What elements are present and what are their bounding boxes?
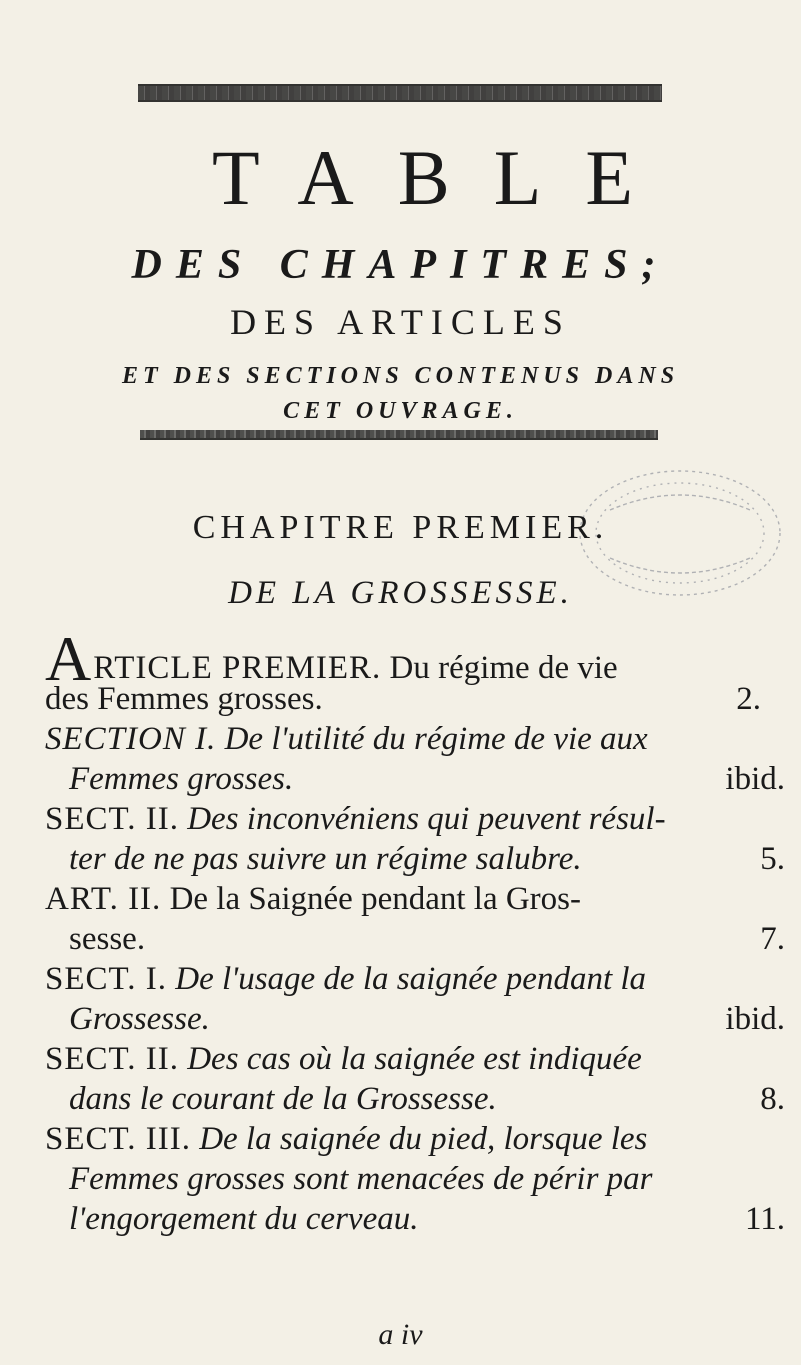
toc-entry-sect-2b — [45, 1040, 761, 1078]
entry-title-cont: Femmes grosses sont menacées de périr par — [69, 1161, 653, 1197]
entry-title: De la saignée du pied, lorsque les — [190, 1121, 648, 1157]
entry-title-cont: sesse. — [69, 921, 146, 957]
entry-label: SECT. III. — [45, 1121, 191, 1157]
page-number: 7. — [760, 921, 785, 957]
section-divider-rule — [140, 430, 658, 440]
entry-title-cont: des Femmes grosses. — [45, 681, 323, 717]
page-number: ibid. — [725, 1001, 785, 1037]
page-number: 2. — [736, 681, 761, 717]
toc-entry-sect-2b-cont — [45, 1080, 785, 1118]
page-number: 11. — [744, 1201, 785, 1237]
toc-entry-article-1-cont — [45, 680, 761, 718]
entry-title-cont: Grossesse. — [69, 1001, 210, 1037]
entry-title: De la Saignée pendant la Gros- — [161, 881, 581, 917]
top-ornamental-rule — [138, 84, 662, 102]
entry-title: Des cas où la saignée est indiquée — [178, 1041, 642, 1077]
toc-entry-article-2-cont — [45, 920, 785, 958]
entry-title: Du régime de vie — [381, 650, 618, 686]
chapter-heading: CHAPITRE PREMIER. — [192, 509, 609, 546]
entry-label: SECT. II. — [45, 801, 179, 837]
toc-entry-section-1 — [45, 720, 761, 758]
title-table: TABLE — [211, 134, 678, 221]
toc-entry-sect-3-cont — [45, 1160, 785, 1198]
title-cet-ouvrage: CET OUVRAGE. — [283, 398, 518, 424]
entry-title-cont: Femmes grosses. — [69, 761, 294, 797]
signature-mark: a iv — [378, 1318, 423, 1351]
drop-cap: A — [45, 623, 92, 694]
page-number: ibid. — [725, 761, 785, 797]
entry-label: SECT. II. — [45, 1041, 179, 1077]
toc-entry-article-2 — [45, 880, 761, 918]
toc-entry-section-1-cont — [45, 760, 785, 798]
toc-entry-sect-2-cont — [45, 840, 785, 878]
chapter-subtitle: DE LA GROSSESSE. — [228, 575, 573, 611]
entry-title-cont: l'engorgement du cerveau. — [69, 1201, 419, 1237]
toc-entry-sect-1b-cont — [45, 1000, 785, 1038]
title-des-articles: DES ARTICLES — [230, 302, 571, 342]
entry-label: ART. II. — [45, 881, 162, 917]
title-et-des-sections: ET DES SECTIONS CONTENUS DANS — [121, 363, 680, 389]
entry-title: De l'usage de la saignée pendant la — [166, 961, 647, 997]
entry-title-cont: dans le courant de la Grossesse. — [69, 1081, 497, 1117]
page-number: 5. — [760, 841, 785, 877]
page-number: 8. — [760, 1081, 785, 1117]
title-des-chapitres: DES CHAPITRES; — [131, 242, 670, 288]
entry-label: RTICLE PREMIER. — [93, 650, 382, 686]
toc-entry-sect-1b — [45, 960, 761, 998]
toc-entry-sect-3 — [45, 1120, 761, 1158]
entry-title: De l'utilité du régime de vie aux — [216, 721, 648, 757]
entry-title: Des inconvéniens qui peuvent résul- — [178, 801, 666, 837]
entry-label: SECTION I. — [45, 721, 217, 757]
entry-title-cont: ter de ne pas suivre un régime salubre. — [69, 841, 582, 877]
toc-entry-sect-2 — [45, 800, 761, 838]
toc-entry-sect-3-cont2 — [45, 1200, 785, 1238]
entry-label: SECT. I. — [45, 961, 167, 997]
